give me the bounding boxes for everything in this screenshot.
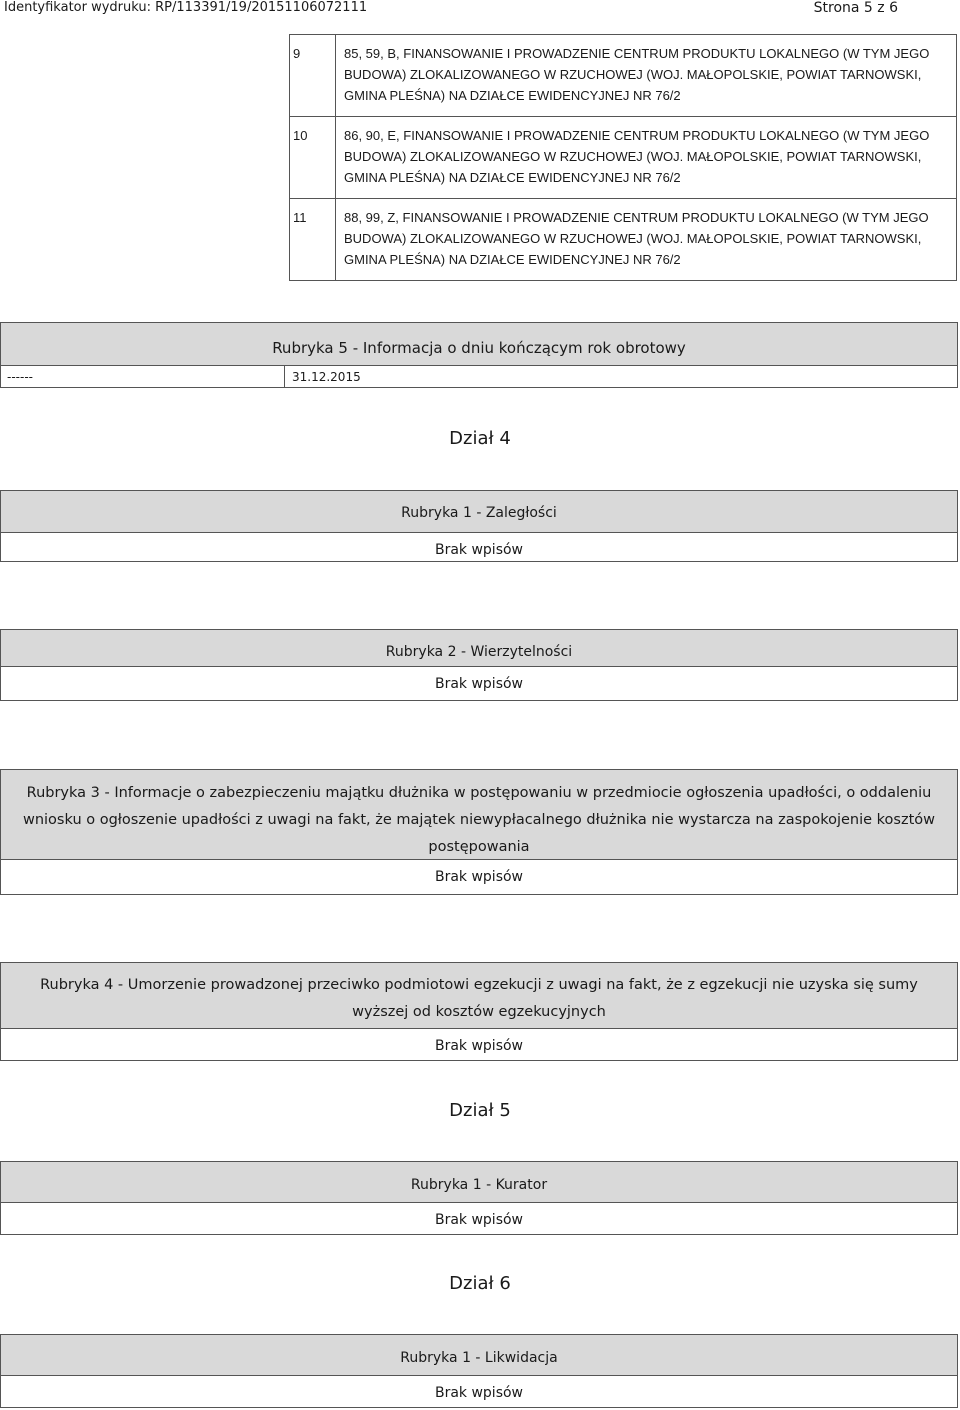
table-row (290, 199, 957, 281)
dzial5-title: Dział 5 (449, 1100, 511, 1121)
dzial5-rubryka1-value: Brak wpisów (434, 1212, 524, 1228)
dzial6-title: Dział 6 (449, 1273, 511, 1294)
dzial4-rubryka3-box (0, 769, 958, 895)
rubryka5-row (1, 366, 957, 388)
rubryka5-box (0, 322, 958, 388)
column-divider (284, 366, 285, 388)
dzial4-rubryka4-title: Rubryka 4 - Umorzenie prowadzonej przeciwko podmiotowi egzekucji z uwagi na fakt, że z egzekucji nie uzyska się sumy wyższej od kosztów egzekucyjnych (1, 963, 957, 1029)
rubryka5-dash: ------ (7, 370, 33, 384)
dzial6-rubryka1-value: Brak wpisów (434, 1385, 524, 1401)
entry-text: 88, 99, Z, FINANSOWANIE I PROWADZENIE CENTRUM PRODUKTU LOKALNEGO (W TYM JEGO BUDOWA) ZLOKALIZOWANEGO W RZUCHOWEJ (WOJ. MAŁOPOLSKIE, POWIAT TARNOWSKI, GMINA PLEŚNA) NA DZIAŁCE EWIDENCYJNEJ NR 76/2 (336, 199, 957, 281)
page-header (0, 0, 960, 18)
dzial4-rubryka1-value: Brak wpisów (434, 542, 524, 558)
page-number: Strona 5 z 6 (813, 0, 898, 16)
dzial4-title: Dział 4 (449, 428, 511, 449)
entry-number: 11 (290, 199, 336, 281)
table-row (290, 117, 957, 199)
dzial5-rubryka1-box (0, 1161, 958, 1235)
dzial4-rubryka3-value: Brak wpisów (434, 869, 524, 885)
dzial5-rubryka1-title: Rubryka 1 - Kurator (1, 1162, 957, 1203)
dzial6-rubryka1-box (0, 1334, 958, 1408)
entries-table (289, 34, 957, 281)
rubryka5-title: Rubryka 5 - Informacja o dniu kończącym rok obrotowy (1, 323, 957, 366)
dzial4-rubryka2-box (0, 629, 958, 701)
dzial4-rubryka2-title: Rubryka 2 - Wierzytelności (1, 630, 957, 667)
entry-number: 9 (290, 35, 336, 117)
entry-text: 85, 59, B, FINANSOWANIE I PROWADZENIE CENTRUM PRODUKTU LOKALNEGO (W TYM JEGO BUDOWA) ZLOKALIZOWANEGO W RZUCHOWEJ (WOJ. MAŁOPOLSKIE, POWIAT TARNOWSKI, GMINA PLEŚNA) NA DZIAŁCE EWIDENCYJNEJ NR 76/2 (336, 35, 957, 117)
dzial4-rubryka1-box (0, 490, 958, 562)
dzial4-rubryka4-box (0, 962, 958, 1061)
entry-text: 86, 90, E, FINANSOWANIE I PROWADZENIE CENTRUM PRODUKTU LOKALNEGO (W TYM JEGO BUDOWA) ZLOKALIZOWANEGO W RZUCHOWEJ (WOJ. MAŁOPOLSKIE, POWIAT TARNOWSKI, GMINA PLEŚNA) NA DZIAŁCE EWIDENCYJNEJ NR 76/2 (336, 117, 957, 199)
rubryka5-date: 31.12.2015 (292, 370, 361, 384)
entry-number: 10 (290, 117, 336, 199)
dzial4-rubryka3-title: Rubryka 3 - Informacje o zabezpieczeniu majątku dłużnika w postępowaniu w przedmiocie ogłoszenia upadłości, o oddaleniu wniosku o ogłoszenie upadłości z uwagi na fakt, że majątek niewypłacalnego dłużnika nie wystarcza na zaspokojenie kosztów postępowania (1, 770, 957, 860)
print-identifier: Identyfikator wydruku: RP/113391/19/20151106072111 (4, 0, 368, 15)
dzial4-rubryka2-value: Brak wpisów (434, 676, 524, 692)
dzial6-rubryka1-title: Rubryka 1 - Likwidacja (1, 1335, 957, 1376)
dzial4-rubryka4-value: Brak wpisów (434, 1038, 524, 1054)
table-row (290, 35, 957, 117)
dzial4-rubryka1-title: Rubryka 1 - Zaległości (1, 491, 957, 533)
